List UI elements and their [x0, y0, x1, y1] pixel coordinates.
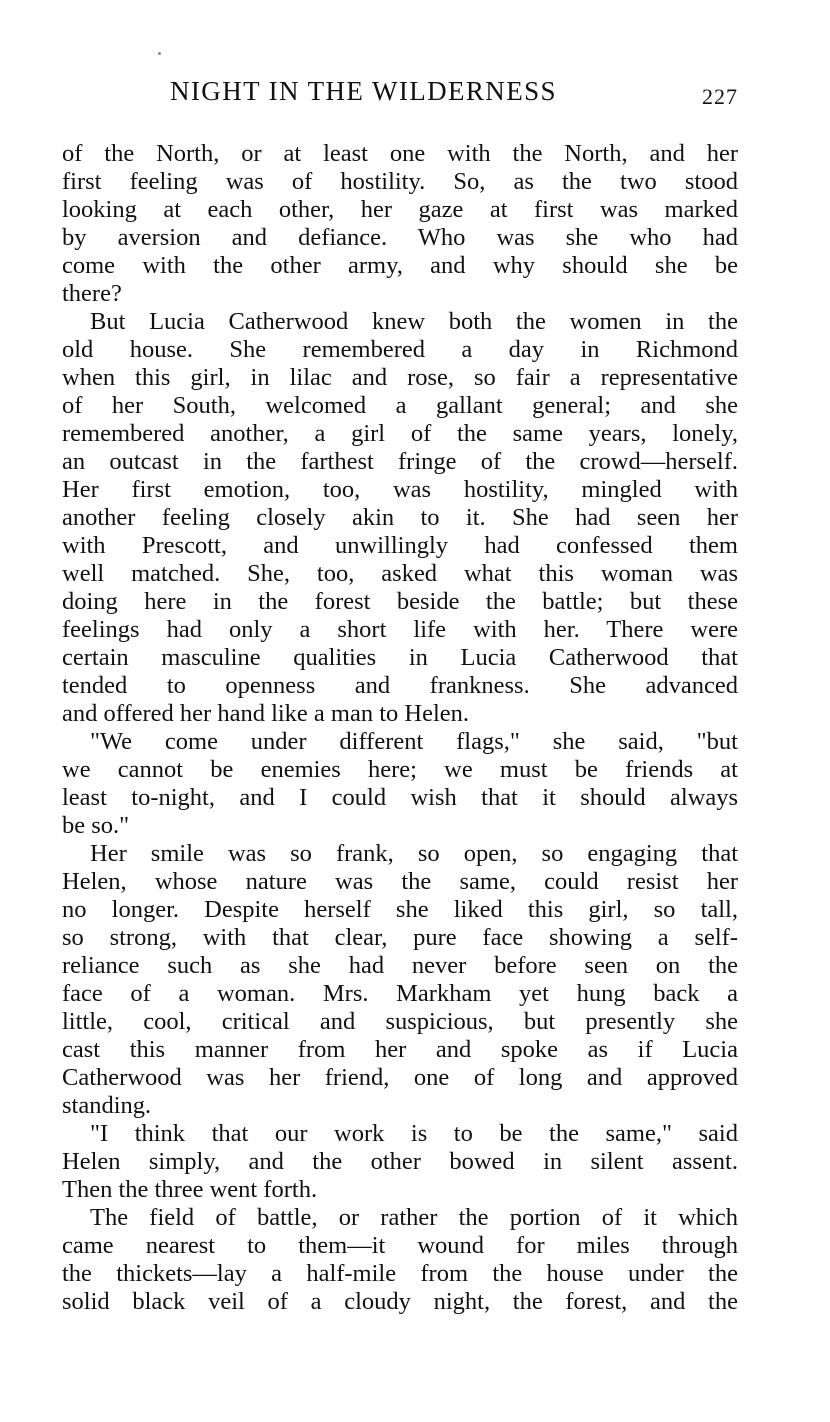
- text-line: another feeling closely akin to it. She had seen her: [62, 504, 738, 531]
- text-line: Helen simply, and the other bowed in silent assent.: [62, 1148, 738, 1175]
- text-line: Then the three went forth.: [62, 1176, 318, 1203]
- text-line: "I think that our work is to be the same," said: [90, 1120, 738, 1147]
- text-line: solid black veil of a cloudy night, the forest, and the: [62, 1288, 738, 1315]
- text-line: Her first emotion, too, was hostility, mingled with: [62, 476, 738, 503]
- text-line: tended to openness and frankness. She advanced: [62, 672, 738, 699]
- ink-speck: [158, 52, 161, 55]
- text-line: by aversion and defiance. Who was she who had: [62, 224, 738, 251]
- body-text: [62, 140, 738, 1316]
- text-line: Catherwood was her friend, one of long and approved: [62, 1064, 738, 1091]
- text-line: well matched. She, too, asked what this woman was: [62, 560, 738, 587]
- text-line: come with the other army, and why should she be: [62, 252, 738, 279]
- text-line: feelings had only a short life with her. There were: [62, 616, 738, 643]
- running-header: [62, 74, 738, 110]
- text-line: certain masculine qualities in Lucia Catherwood that: [62, 644, 738, 671]
- text-line: and offered her hand like a man to Helen.: [62, 700, 470, 727]
- text-line: least to-night, and I could wish that it should always: [62, 784, 738, 811]
- text-line: remembered another, a girl of the same years, lonely,: [62, 420, 738, 447]
- text-line: be so.": [62, 812, 130, 839]
- text-line: old house. She remembered a day in Richmond: [62, 336, 738, 363]
- text-line: of the North, or at least one with the North, and her: [62, 140, 738, 167]
- text-line: came nearest to them—it wound for miles through: [62, 1232, 738, 1259]
- text-line: Helen, whose nature was the same, could resist her: [62, 868, 738, 895]
- text-line: with Prescott, and unwillingly had confessed them: [62, 532, 738, 559]
- text-line: The field of battle, or rather the portion of it which: [90, 1204, 738, 1231]
- text-line: looking at each other, her gaze at first was marked: [62, 196, 738, 223]
- text-line: there?: [62, 280, 122, 307]
- text-line: no longer. Despite herself she liked this girl, so tall,: [62, 896, 738, 923]
- running-title: NIGHT IN THE WILDERNESS: [170, 76, 557, 106]
- text-line: Her smile was so frank, so open, so engaging that: [90, 840, 738, 867]
- text-line: standing.: [62, 1092, 152, 1119]
- text-line: we cannot be enemies here; we must be friends at: [62, 756, 738, 783]
- text-line: of her South, welcomed a gallant general; and she: [62, 392, 738, 419]
- text-line: "We come under different flags," she said, "but: [90, 728, 738, 755]
- text-line: But Lucia Catherwood knew both the women in the: [90, 308, 738, 335]
- text-line: little, cool, critical and suspicious, but presently she: [62, 1008, 738, 1035]
- text-line: cast this manner from her and spoke as if Lucia: [62, 1036, 738, 1063]
- text-line: an outcast in the farthest fringe of the crowd—herself.: [62, 448, 738, 475]
- text-line: doing here in the forest beside the battle; but these: [62, 588, 738, 615]
- text-line: so strong, with that clear, pure face showing a self-: [62, 924, 738, 951]
- text-line: when this girl, in lilac and rose, so fair a representative: [62, 364, 738, 391]
- text-line: first feeling was of hostility. So, as the two stood: [62, 168, 738, 195]
- text-line: reliance such as she had never before seen on the: [62, 952, 738, 979]
- text-line: face of a woman. Mrs. Markham yet hung back a: [62, 980, 738, 1007]
- text-line: the thickets—lay a half-mile from the house under the: [62, 1260, 738, 1287]
- page-number: 227: [702, 84, 738, 109]
